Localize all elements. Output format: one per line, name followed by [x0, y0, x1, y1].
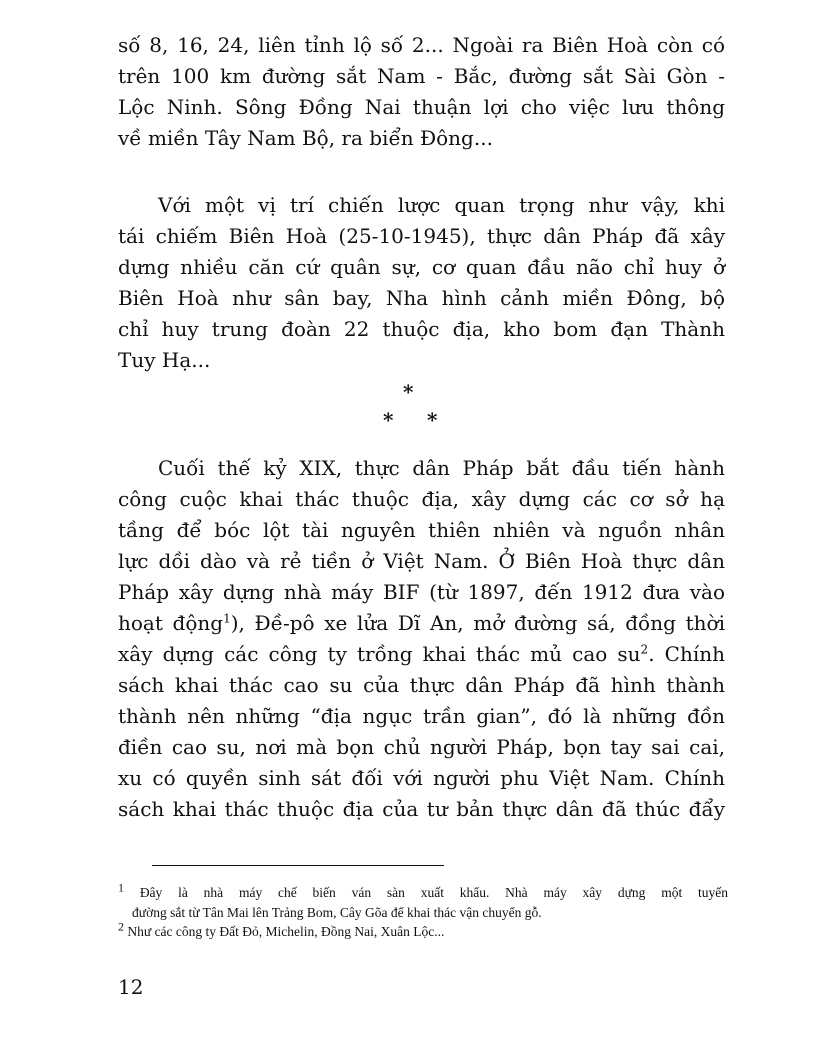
- text-line-content: Pháp xây dựng nhà máy BIF (từ 1897, đến 1912 đưa vào: [118, 580, 725, 604]
- text-line-content: lực dồi dào và rẻ tiền ở Việt Nam. Ở Biên Hoà thực dân: [118, 549, 725, 573]
- text-line: [118, 763, 725, 794]
- footnote-line: đường sắt từ Tân Mai lên Trảng Bom, Cây Gõa để khai thác vận chuyển gỗ.: [132, 904, 542, 920]
- text-line: [118, 221, 725, 252]
- text-line: [118, 546, 725, 577]
- text-segment: hoạt động: [118, 611, 224, 635]
- section-break-asterisk: *: [427, 408, 438, 432]
- text-line: [118, 608, 725, 639]
- footnote-text: Như các công ty Đất Đỏ, Michelin, Đồng Nai, Xuân Lộc...: [127, 924, 445, 939]
- footnote-line: [118, 880, 728, 903]
- footnote-ref-2[interactable]: 2: [640, 642, 649, 657]
- text-line: [118, 515, 725, 546]
- text-line-content: xu có quyền sinh sát đối với người phu Việt Nam. Chính: [118, 766, 725, 790]
- paragraph-3: [118, 453, 725, 825]
- text-line-content: thành nên những “địa ngục trần gian”, đó là những đồn: [118, 704, 725, 728]
- text-line-content: chỉ huy trung đoàn 22 thuộc địa, kho bom đạn Thành: [118, 317, 725, 341]
- footnote-marker: 2: [118, 919, 124, 934]
- footnote-2: [118, 919, 728, 942]
- text-line-content: Tuy Hạ...: [118, 348, 211, 372]
- page-number: 12: [118, 975, 144, 999]
- text-line-content: điền cao su, nơi mà bọn chủ người Pháp, bọn tay sai cai,: [118, 735, 725, 759]
- footnote-ref-1[interactable]: 1: [223, 611, 231, 626]
- text-line-content: tầng để bóc lột tài nguyên thiên nhiên và nguồn nhân: [118, 518, 725, 542]
- text-segment: ), Đề-pô xe lửa Dĩ An, mở đường sá, đồng thời: [230, 611, 725, 635]
- paragraph-2: [118, 190, 725, 376]
- text-line: [118, 283, 725, 314]
- text-line: [118, 190, 725, 221]
- text-line-content: sách khai thác cao su của thực dân Pháp đã hình thành: [118, 673, 725, 697]
- text-line-content: tái chiếm Biên Hoà (25-10-1945), thực dân Pháp đã xây: [118, 224, 725, 248]
- section-break-asterisk: *: [383, 408, 394, 432]
- text-line: [118, 314, 725, 345]
- text-line: [118, 639, 725, 670]
- footnote-marker: 1: [118, 880, 124, 895]
- text-line: [118, 92, 725, 123]
- text-line: [118, 252, 725, 283]
- text-line-content: Cuối thế kỷ XIX, thực dân Pháp bắt đầu tiến hành: [158, 456, 725, 480]
- text-line-content: Lộc Ninh. Sông Đồng Nai thuận lợi cho việc lưu thông: [118, 95, 725, 119]
- text-line: [118, 345, 725, 376]
- text-line: [118, 453, 725, 484]
- text-line-content: [118, 639, 725, 670]
- text-line: [118, 484, 725, 515]
- text-segment: . Chính: [648, 642, 725, 666]
- footnote-text: Đây là nhà máy chế biến ván sàn xuất khẩu. Nhà máy xây dựng một tuyến: [139, 885, 728, 900]
- paragraph-1: [118, 30, 725, 154]
- footnote-divider: [152, 865, 444, 866]
- text-line: [118, 732, 725, 763]
- text-line-content: Với một vị trí chiến lược quan trọng như vậy, khi: [158, 193, 725, 217]
- text-line-content: Biên Hoà như sân bay, Nha hình cảnh miền Đông, bộ: [118, 286, 725, 310]
- text-line: [118, 670, 725, 701]
- text-line-content: dựng nhiều căn cứ quân sự, cơ quan đầu não chỉ huy ở: [118, 255, 725, 279]
- text-line: [118, 794, 725, 825]
- text-line-content: công cuộc khai thác thuộc địa, xây dựng các cơ sở hạ: [118, 487, 725, 511]
- text-line: [118, 123, 725, 154]
- text-line-content: về miền Tây Nam Bộ, ra biển Đông...: [118, 126, 493, 150]
- text-line: [118, 701, 725, 732]
- text-line-content: [118, 608, 725, 639]
- text-line-content: số 8, 16, 24, liên tỉnh lộ số 2... Ngoài ra Biên Hoà còn có: [118, 33, 725, 57]
- footnote-1: [118, 880, 728, 922]
- footnote-line: [118, 919, 728, 942]
- section-break-asterisk: *: [403, 380, 414, 404]
- text-line-content: trên 100 km đường sắt Nam - Bắc, đường sắt Sài Gòn -: [118, 64, 725, 88]
- text-line: [118, 61, 725, 92]
- text-line-content: sách khai thác thuộc địa của tư bản thực dân đã thúc đẩy: [118, 797, 725, 821]
- text-line: [118, 30, 725, 61]
- text-line: [118, 577, 725, 608]
- text-segment: xây dựng các công ty trồng khai thác mủ cao su: [118, 642, 641, 666]
